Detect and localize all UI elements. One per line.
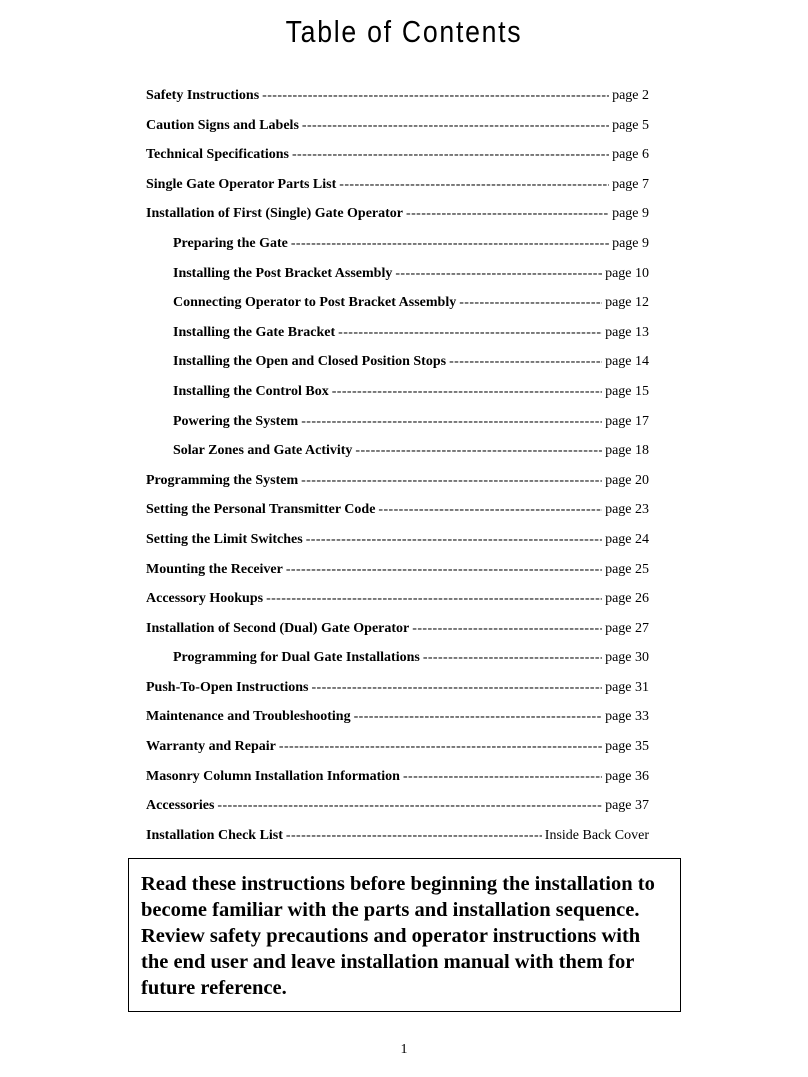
toc-dot-leader [292, 147, 609, 163]
toc-entry [146, 502, 649, 532]
toc-entry [146, 680, 649, 710]
toc-entry-label: Safety Instructions [146, 88, 260, 103]
table-of-contents [146, 88, 649, 857]
toc-dot-leader [301, 473, 602, 489]
toc-entry [146, 295, 649, 325]
toc-entry [146, 473, 649, 503]
toc-entry-label: Programming the System [146, 472, 299, 488]
toc-entry-page: page 36 [605, 768, 649, 784]
toc-entry-label: Technical Specifications [146, 147, 289, 163]
toc-entry-label: Preparing the Gate [173, 235, 288, 251]
toc-dot-leader [355, 443, 602, 459]
toc-entry-page: page 24 [605, 531, 649, 547]
toc-entry-label: Push-To-Open Instructions [146, 679, 309, 695]
toc-entry-label: Masonry Column Installation Information [146, 768, 400, 784]
toc-dot-leader [412, 621, 602, 637]
toc-entry [146, 591, 649, 621]
toc-entry [146, 88, 649, 118]
toc-entry-page: page 27 [605, 620, 649, 636]
toc-entry-label: Powering the System [173, 413, 299, 429]
toc-entry [146, 769, 649, 799]
toc-entry-label: Accessories [146, 798, 215, 814]
toc-entry [146, 562, 649, 592]
toc-dot-leader [403, 769, 602, 785]
toc-entry-page: page 20 [605, 472, 649, 488]
toc-dot-leader [423, 650, 602, 666]
toc-dot-leader [338, 325, 602, 341]
toc-entry-label: Installing the Open and Closed Position Stops [173, 354, 447, 370]
toc-entry-page: page 2 [612, 88, 649, 103]
toc-entry [146, 621, 649, 651]
toc-entry-page: page 9 [612, 235, 649, 251]
toc-dot-leader [217, 798, 602, 814]
toc-entry-label: Maintenance and Troubleshooting [146, 709, 351, 725]
instructions-notice-box [128, 858, 681, 1012]
toc-entry-label: Installing the Gate Bracket [173, 324, 336, 340]
page-title: Table of Contents [285, 14, 523, 49]
toc-entry-label: Installation Check List [146, 827, 283, 843]
toc-dot-leader [459, 295, 602, 311]
toc-dot-leader [378, 502, 602, 518]
notice-text: Read these instructions before beginning the installation to become familiar with the parts and installation sequence. Review safety precautions and operator instructions with the end user and leave installation manual with them for future reference. [141, 873, 655, 999]
toc-entry-page: page 9 [612, 206, 649, 222]
toc-entry-page: page 12 [605, 295, 649, 311]
toc-entry [146, 709, 649, 739]
toc-dot-leader [286, 828, 542, 844]
toc-entry [146, 828, 649, 858]
toc-entry [146, 147, 649, 177]
toc-entry-page: page 18 [605, 443, 649, 459]
toc-entry [146, 443, 649, 473]
toc-dot-leader [406, 206, 609, 222]
toc-entry [146, 414, 649, 444]
page-number: 1 [400, 1042, 408, 1057]
toc-entry-label: Mounting the Receiver [146, 561, 283, 577]
toc-dot-leader [311, 680, 602, 696]
toc-entry [146, 236, 649, 266]
toc-entry-page: page 5 [612, 117, 649, 133]
toc-entry-label: Connecting Operator to Post Bracket Assembly [173, 295, 457, 311]
toc-entry-label: Caution Signs and Labels [146, 117, 299, 133]
toc-entry-page: page 14 [605, 354, 649, 370]
toc-entry-label: Solar Zones and Gate Activity [173, 443, 353, 459]
toc-dot-leader [306, 532, 602, 548]
toc-entry [146, 650, 649, 680]
toc-entry-page: page 17 [605, 413, 649, 429]
toc-entry-label: Accessory Hookups [146, 591, 264, 607]
toc-dot-leader [266, 591, 602, 607]
toc-entry-label: Single Gate Operator Parts List [146, 176, 337, 192]
toc-entry [146, 532, 649, 562]
toc-entry-page: page 31 [605, 679, 649, 695]
toc-entry-page: page 7 [612, 176, 649, 192]
toc-entry-page: page 30 [605, 650, 649, 666]
toc-dot-leader [354, 709, 602, 725]
toc-entry-label: Programming for Dual Gate Installations [173, 650, 420, 666]
toc-entry-page: page 35 [605, 739, 649, 755]
toc-entry-label: Setting the Limit Switches [146, 531, 303, 547]
toc-dot-leader [395, 266, 602, 282]
toc-dot-leader [291, 236, 609, 252]
toc-entry [146, 177, 649, 207]
toc-entry [146, 354, 649, 384]
toc-entry-label: Setting the Personal Transmitter Code [146, 502, 376, 518]
toc-entry [146, 384, 649, 414]
toc-entry-page: page 26 [605, 591, 649, 607]
toc-entry-page: page 13 [605, 324, 649, 340]
toc-entry [146, 739, 649, 769]
toc-entry [146, 206, 649, 236]
toc-entry-page: page 10 [605, 265, 649, 281]
toc-entry-page: page 33 [605, 709, 649, 725]
toc-dot-leader [301, 414, 602, 430]
toc-dot-leader [449, 354, 602, 370]
toc-dot-leader [302, 118, 609, 134]
toc-entry-label: Installing the Post Bracket Assembly [173, 265, 393, 281]
toc-entry-page: page 15 [605, 383, 649, 399]
toc-entry-page: page 37 [605, 798, 649, 814]
toc-entry [146, 266, 649, 296]
toc-entry-page: Inside Back Cover [544, 827, 649, 843]
toc-dot-leader [262, 88, 609, 104]
toc-entry-label: Installing the Control Box [173, 383, 329, 399]
toc-dot-leader [279, 739, 602, 755]
toc-entry-label: Warranty and Repair [146, 739, 276, 755]
toc-entry-page: page 23 [605, 502, 649, 518]
toc-entry-label: Installation of First (Single) Gate Operator [146, 206, 404, 222]
toc-entry [146, 118, 649, 148]
toc-dot-leader [332, 384, 602, 400]
toc-entry-page: page 25 [605, 561, 649, 577]
toc-entry [146, 325, 649, 355]
toc-entry-label: Installation of Second (Dual) Gate Operator [146, 620, 410, 636]
toc-dot-leader [286, 562, 602, 578]
toc-dot-leader [339, 177, 609, 193]
toc-entry-page: page 6 [612, 147, 649, 163]
toc-entry [146, 798, 649, 828]
